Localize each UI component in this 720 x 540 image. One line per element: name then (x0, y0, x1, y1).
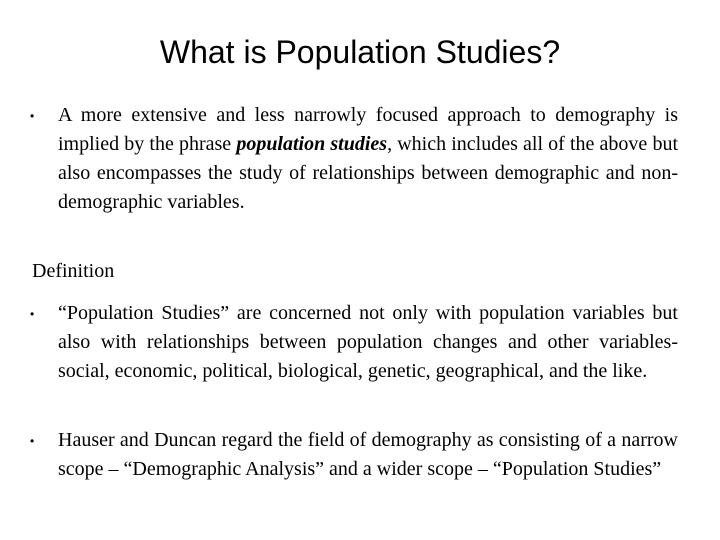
intro-text-after: , which includes all of the above but also encompasses the study of relationships between demographic and non-demographic variables. (58, 133, 678, 213)
bullet-marker: • (30, 307, 35, 321)
bullet-marker: • (30, 109, 35, 123)
intro-paragraph (58, 101, 678, 217)
definition-heading: Definition (32, 260, 115, 282)
intro-term: population studies (236, 133, 388, 155)
slide-title: What is Population Studies? (159, 34, 561, 70)
intro-text-before: A more extensive and less narrowly focused approach to demography is implied by the phrase (58, 104, 678, 155)
bullet-marker: • (30, 434, 35, 448)
definition-point: Hauser and Duncan regard the field of demography as consisting of a narrow scope – “Demographic Analysis” and a wider scope – “Population Studies” (58, 429, 678, 480)
definition-point: “Population Studies” are concerned not only with population variables but also with relationships between population changes and other variables- social, economic, political, biological, genetic, geographical, and the like. (58, 302, 678, 382)
